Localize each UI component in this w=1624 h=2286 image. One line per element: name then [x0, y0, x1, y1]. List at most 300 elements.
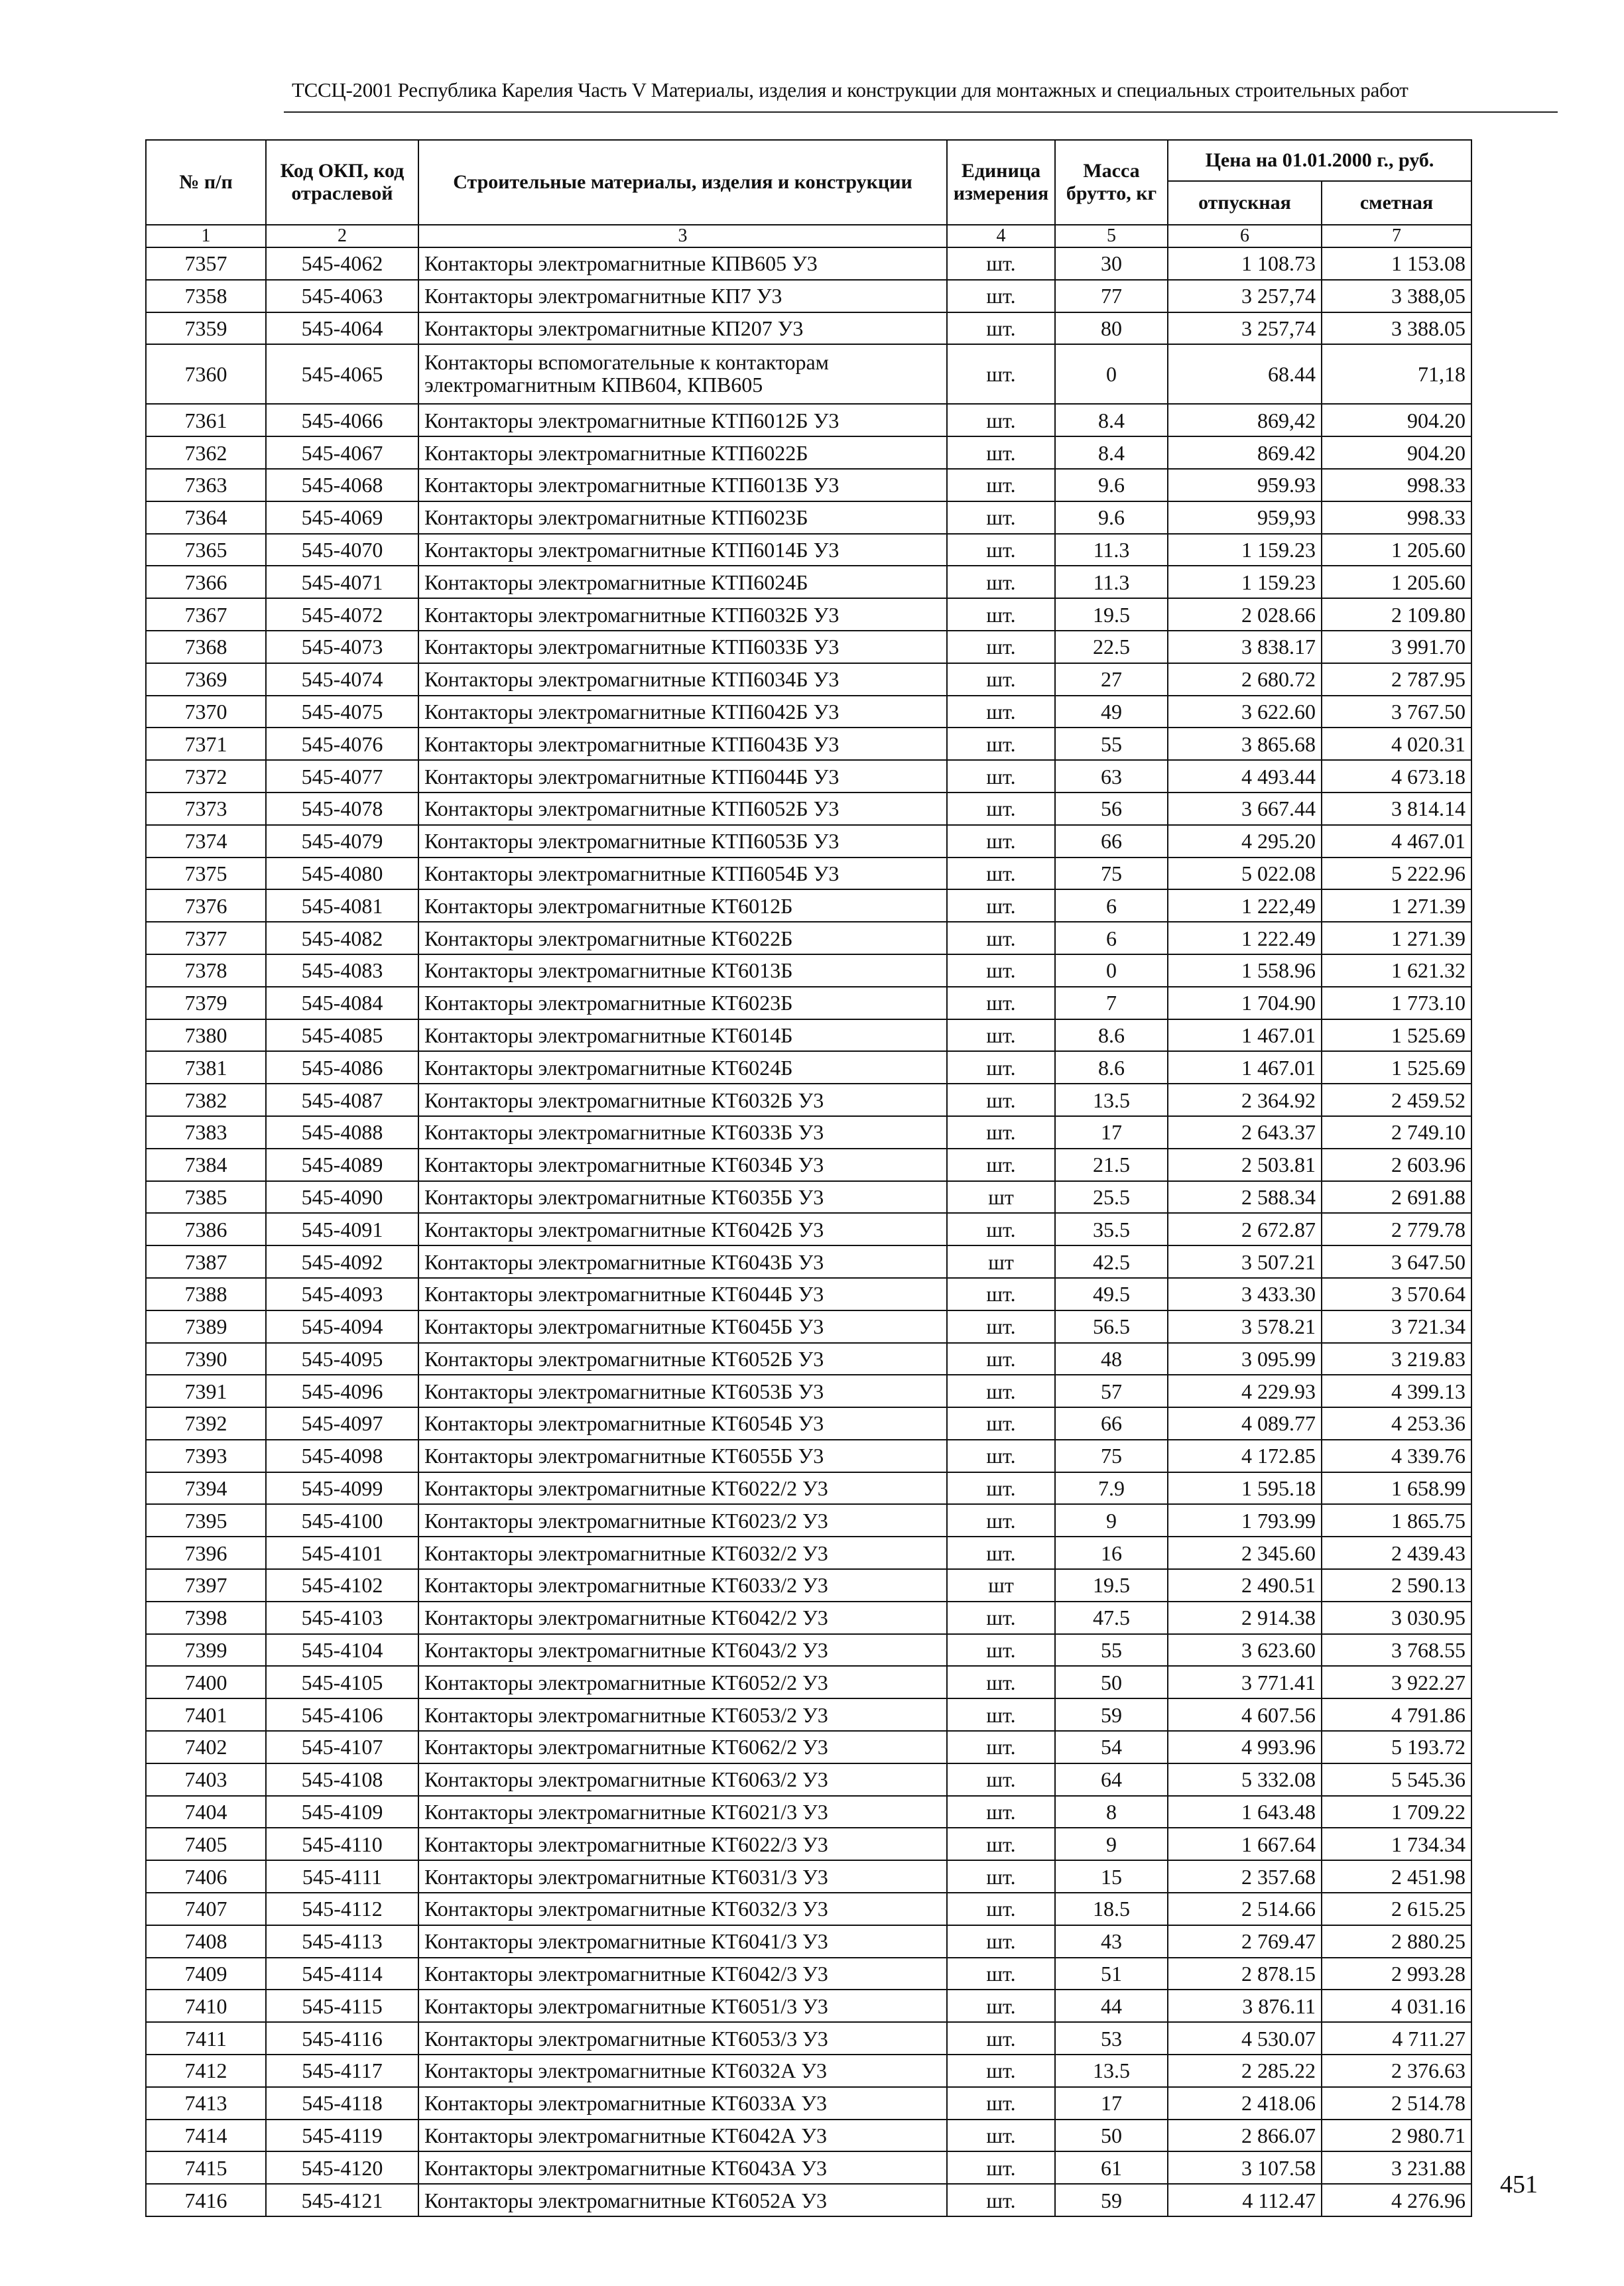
- wholesale-price: 3 771.41: [1168, 1666, 1322, 1698]
- wholesale-price: 2 914.38: [1168, 1602, 1322, 1634]
- gross-mass: 66: [1055, 1407, 1168, 1440]
- col-header-num: № п/п: [146, 140, 266, 225]
- row-number: 7377: [146, 922, 266, 954]
- estimate-price: 2 749.10: [1322, 1116, 1471, 1149]
- table-row: [146, 793, 1471, 825]
- wholesale-price: 2 503.81: [1168, 1149, 1322, 1181]
- material-name: Контакторы электромагнитные КТП6024Б: [418, 566, 947, 598]
- estimate-price: 5 193.72: [1322, 1731, 1471, 1763]
- table-row: [146, 1504, 1471, 1537]
- gross-mass: 19.5: [1055, 598, 1168, 631]
- estimate-price: 2 439.43: [1322, 1537, 1471, 1569]
- okp-code: 545-4114: [266, 1958, 418, 1990]
- wholesale-price: 3 578.21: [1168, 1310, 1322, 1343]
- wholesale-price: 1 667.64: [1168, 1828, 1322, 1860]
- row-number: 7393: [146, 1440, 266, 1472]
- wholesale-price: 1 108.73: [1168, 247, 1322, 280]
- material-name: Контакторы электромагнитные КТ6031/3 У3: [418, 1860, 947, 1893]
- okp-code: 545-4067: [266, 436, 418, 469]
- gross-mass: 56: [1055, 793, 1168, 825]
- table-row: [146, 2022, 1471, 2055]
- table-row: [146, 1375, 1471, 1407]
- material-name: Контакторы электромагнитные КТ6022Б: [418, 922, 947, 954]
- estimate-price: 2 779.78: [1322, 1213, 1471, 1245]
- material-name: Контакторы электромагнитные КТ6043Б У3: [418, 1245, 947, 1278]
- gross-mass: 21.5: [1055, 1149, 1168, 1181]
- row-number: 7368: [146, 631, 266, 663]
- unit: шт: [947, 1569, 1055, 1602]
- gross-mass: 55: [1055, 1634, 1168, 1667]
- wholesale-price: 1 558.96: [1168, 954, 1322, 987]
- unit: шт.: [947, 2055, 1055, 2087]
- table-row: [146, 2055, 1471, 2087]
- okp-code: 545-4065: [266, 344, 418, 404]
- row-number: 7385: [146, 1181, 266, 1214]
- wholesale-price: 4 229.93: [1168, 1375, 1322, 1407]
- material-name: Контакторы электромагнитные КТ6033Б У3: [418, 1116, 947, 1149]
- gross-mass: 7.9: [1055, 1472, 1168, 1505]
- unit: шт.: [947, 1860, 1055, 1893]
- wholesale-price: 4 112.47: [1168, 2184, 1322, 2216]
- table-row: [146, 2120, 1471, 2152]
- gross-mass: 49.5: [1055, 1278, 1168, 1310]
- wholesale-price: 869.42: [1168, 436, 1322, 469]
- row-number: 7415: [146, 2151, 266, 2184]
- okp-code: 545-4085: [266, 1019, 418, 1052]
- row-number: 7403: [146, 1763, 266, 1796]
- table-row: [146, 1666, 1471, 1698]
- wholesale-price: 1 222.49: [1168, 922, 1322, 954]
- estimate-price: 1 153.08: [1322, 247, 1471, 280]
- column-number: 6: [1168, 225, 1322, 247]
- material-name: Контакторы электромагнитные КТ6042/2 У3: [418, 1602, 947, 1634]
- material-name: Контакторы электромагнитные КТ6022/2 У3: [418, 1472, 947, 1505]
- material-name: Контакторы электромагнитные КТП6043Б У3: [418, 728, 947, 760]
- gross-mass: 19.5: [1055, 1569, 1168, 1602]
- material-name: Контакторы электромагнитные КТП6054Б У3: [418, 857, 947, 890]
- okp-code: 545-4098: [266, 1440, 418, 1472]
- estimate-price: 3 388,05: [1322, 280, 1471, 312]
- material-name: Контакторы электромагнитные КТ6032А У3: [418, 2055, 947, 2087]
- row-number: 7399: [146, 1634, 266, 1667]
- material-name: Контакторы электромагнитные КТ6032/2 У3: [418, 1537, 947, 1569]
- unit: шт.: [947, 436, 1055, 469]
- okp-code: 545-4079: [266, 825, 418, 857]
- estimate-price: 3 721.34: [1322, 1310, 1471, 1343]
- estimate-price: 3 768.55: [1322, 1634, 1471, 1667]
- okp-code: 545-4113: [266, 1925, 418, 1958]
- table-row: [146, 728, 1471, 760]
- unit: шт.: [947, 1116, 1055, 1149]
- wholesale-price: 2 285.22: [1168, 2055, 1322, 2087]
- unit: шт.: [947, 312, 1055, 345]
- okp-code: 545-4082: [266, 922, 418, 954]
- okp-code: 545-4121: [266, 2184, 418, 2216]
- wholesale-price: 3 433.30: [1168, 1278, 1322, 1310]
- okp-code: 545-4116: [266, 2022, 418, 2055]
- okp-code: 545-4084: [266, 987, 418, 1019]
- unit: шт.: [947, 1698, 1055, 1731]
- table-row: [146, 954, 1471, 987]
- wholesale-price: 1 159.23: [1168, 534, 1322, 566]
- table-row: [146, 312, 1471, 345]
- material-name-text: Контакторы вспомогательные к контакторам электромагнитным КПВ604, КПВ605: [424, 350, 829, 397]
- table-row: [146, 1213, 1471, 1245]
- okp-code: 545-4092: [266, 1245, 418, 1278]
- material-name: Контакторы электромагнитные КТ6053/3 У3: [418, 2022, 947, 2055]
- unit: шт.: [947, 404, 1055, 436]
- unit: шт.: [947, 1731, 1055, 1763]
- wholesale-price: 2 028.66: [1168, 598, 1322, 631]
- table-row: [146, 1990, 1471, 2022]
- unit: шт.: [947, 1828, 1055, 1860]
- wholesale-price: 4 295.20: [1168, 825, 1322, 857]
- wholesale-price: 3 507.21: [1168, 1245, 1322, 1278]
- wholesale-price: 3 667.44: [1168, 793, 1322, 825]
- wholesale-price: 3 257,74: [1168, 312, 1322, 345]
- gross-mass: 13.5: [1055, 1084, 1168, 1116]
- table-row: [146, 1019, 1471, 1052]
- unit: шт.: [947, 344, 1055, 404]
- gross-mass: 11.3: [1055, 534, 1168, 566]
- estimate-price: 998.33: [1322, 469, 1471, 501]
- row-number: 7374: [146, 825, 266, 857]
- wholesale-price: 2 878.15: [1168, 1958, 1322, 1990]
- gross-mass: 48: [1055, 1343, 1168, 1375]
- row-number: 7375: [146, 857, 266, 890]
- gross-mass: 6: [1055, 922, 1168, 954]
- table-row: [146, 1893, 1471, 1925]
- row-number: 7363: [146, 469, 266, 501]
- estimate-price: 3 030.95: [1322, 1602, 1471, 1634]
- okp-code: 545-4097: [266, 1407, 418, 1440]
- okp-code: 545-4070: [266, 534, 418, 566]
- row-number: 7366: [146, 566, 266, 598]
- estimate-price: 2 109.80: [1322, 598, 1471, 631]
- row-number: 7389: [146, 1310, 266, 1343]
- okp-code: 545-4093: [266, 1278, 418, 1310]
- okp-code: 545-4078: [266, 793, 418, 825]
- table-row: [146, 1181, 1471, 1214]
- material-name: Контакторы электромагнитные КТ6053/2 У3: [418, 1698, 947, 1731]
- unit: шт.: [947, 696, 1055, 728]
- estimate-price: 2 514.78: [1322, 2087, 1471, 2120]
- material-name: Контакторы электромагнитные КТ6033/2 У3: [418, 1569, 947, 1602]
- table-row: [146, 760, 1471, 793]
- material-name: Контакторы электромагнитные КТ6023/2 У3: [418, 1504, 947, 1537]
- col-header-price: отпускная: [1168, 181, 1322, 225]
- okp-code: 545-4095: [266, 1343, 418, 1375]
- unit: шт.: [947, 857, 1055, 890]
- okp-code: 545-4090: [266, 1181, 418, 1214]
- gross-mass: 42.5: [1055, 1245, 1168, 1278]
- unit: шт.: [947, 987, 1055, 1019]
- wholesale-price: 1 643.48: [1168, 1796, 1322, 1828]
- table-row: [146, 889, 1471, 922]
- table-row: [146, 1343, 1471, 1375]
- table-row: [146, 280, 1471, 312]
- estimate-price: 2 691.88: [1322, 1181, 1471, 1214]
- okp-code: 545-4074: [266, 663, 418, 696]
- okp-code: 545-4066: [266, 404, 418, 436]
- gross-mass: 57: [1055, 1375, 1168, 1407]
- gross-mass: 27: [1055, 663, 1168, 696]
- row-number: 7361: [146, 404, 266, 436]
- gross-mass: 64: [1055, 1763, 1168, 1796]
- estimate-price: 1 709.22: [1322, 1796, 1471, 1828]
- material-name: Контакторы электромагнитные КТ6055Б У3: [418, 1440, 947, 1472]
- gross-mass: 51: [1055, 1958, 1168, 1990]
- okp-code: 545-4062: [266, 247, 418, 280]
- column-number-row: [146, 225, 1471, 247]
- material-name: Контакторы электромагнитные КТ6013Б: [418, 954, 947, 987]
- unit: шт.: [947, 1051, 1055, 1084]
- estimate-price: 4 253.36: [1322, 1407, 1471, 1440]
- gross-mass: 75: [1055, 1440, 1168, 1472]
- row-number: 7376: [146, 889, 266, 922]
- estimate-price: 1 734.34: [1322, 1828, 1471, 1860]
- col-header-unit: Единица измерения: [947, 140, 1055, 225]
- table-row: [146, 1407, 1471, 1440]
- row-number: 7406: [146, 1860, 266, 1893]
- table-row: [146, 598, 1471, 631]
- material-name: Контакторы электромагнитные КТ6042/3 У3: [418, 1958, 947, 1990]
- row-number: 7398: [146, 1602, 266, 1634]
- gross-mass: 35.5: [1055, 1213, 1168, 1245]
- row-number: 7381: [146, 1051, 266, 1084]
- row-number: 7390: [146, 1343, 266, 1375]
- table-row: [146, 663, 1471, 696]
- wholesale-price: 2 490.51: [1168, 1569, 1322, 1602]
- material-name: Контакторы электромагнитные КТ6052А У3: [418, 2184, 947, 2216]
- material-name: Контакторы электромагнитные КТ6045Б У3: [418, 1310, 947, 1343]
- row-number: 7400: [146, 1666, 266, 1698]
- table-row: [146, 1731, 1471, 1763]
- material-name: Контакторы электромагнитные КТ6043/2 У3: [418, 1634, 947, 1667]
- wholesale-price: 2 345.60: [1168, 1537, 1322, 1569]
- material-name: Контакторы электромагнитные КТ6052/2 У3: [418, 1666, 947, 1698]
- wholesale-price: 1 793.99: [1168, 1504, 1322, 1537]
- col-header-code: Код ОКП, код отраслевой: [266, 140, 418, 225]
- table-row: [146, 1245, 1471, 1278]
- estimate-price: 1 865.75: [1322, 1504, 1471, 1537]
- row-number: 7392: [146, 1407, 266, 1440]
- okp-code: 545-4109: [266, 1796, 418, 1828]
- row-number: 7362: [146, 436, 266, 469]
- estimate-price: 904.20: [1322, 404, 1471, 436]
- row-number: 7372: [146, 760, 266, 793]
- table-row: [146, 1310, 1471, 1343]
- unit: шт.: [947, 954, 1055, 987]
- gross-mass: 8: [1055, 1796, 1168, 1828]
- table-row: [146, 404, 1471, 436]
- unit: шт.: [947, 501, 1055, 534]
- okp-code: 545-4077: [266, 760, 418, 793]
- gross-mass: 53: [1055, 2022, 1168, 2055]
- unit: шт.: [947, 1796, 1055, 1828]
- wholesale-price: 2 769.47: [1168, 1925, 1322, 1958]
- gross-mass: 8.6: [1055, 1019, 1168, 1052]
- material-name: Контакторы электромагнитные КТ6043А У3: [418, 2151, 947, 2184]
- table-row: [146, 1537, 1471, 1569]
- table-row: [146, 566, 1471, 598]
- unit: шт.: [947, 2087, 1055, 2120]
- wholesale-price: 3 876.11: [1168, 1990, 1322, 2022]
- row-number: 7364: [146, 501, 266, 534]
- unit: шт.: [947, 1634, 1055, 1667]
- table-row: [146, 469, 1471, 501]
- okp-code: 545-4119: [266, 2120, 418, 2152]
- estimate-price: 2 590.13: [1322, 1569, 1471, 1602]
- material-name: Контакторы электромагнитные КТ6041/3 У3: [418, 1925, 947, 1958]
- gross-mass: 66: [1055, 825, 1168, 857]
- okp-code: 545-4081: [266, 889, 418, 922]
- estimate-price: 4 031.16: [1322, 1990, 1471, 2022]
- estimate-price: 4 020.31: [1322, 728, 1471, 760]
- table-row: [146, 1828, 1471, 1860]
- unit: шт.: [947, 793, 1055, 825]
- okp-code: 545-4071: [266, 566, 418, 598]
- estimate-price: 3 388.05: [1322, 312, 1471, 345]
- estimate-price: 4 791.86: [1322, 1698, 1471, 1731]
- table-row: [146, 922, 1471, 954]
- okp-code: 545-4080: [266, 857, 418, 890]
- table-row: [146, 1472, 1471, 1505]
- material-name: Контакторы электромагнитные КТП6033Б У3: [418, 631, 947, 663]
- unit: шт.: [947, 1602, 1055, 1634]
- wholesale-price: 2 866.07: [1168, 2120, 1322, 2152]
- row-number: 7383: [146, 1116, 266, 1149]
- table-row: [146, 696, 1471, 728]
- wholesale-price: 1 467.01: [1168, 1019, 1322, 1052]
- estimate-price: 2 603.96: [1322, 1149, 1471, 1181]
- estimate-price: 2 980.71: [1322, 2120, 1471, 2152]
- material-name: Контакторы электромагнитные КТП6042Б У3: [418, 696, 947, 728]
- gross-mass: 50: [1055, 2120, 1168, 2152]
- okp-code: 545-4100: [266, 1504, 418, 1537]
- material-name: Контакторы электромагнитные КТ6035Б У3: [418, 1181, 947, 1214]
- okp-code: 545-4106: [266, 1698, 418, 1731]
- unit: шт.: [947, 1375, 1055, 1407]
- row-number: 7402: [146, 1731, 266, 1763]
- unit: шт.: [947, 2120, 1055, 2152]
- gross-mass: 11.3: [1055, 566, 1168, 598]
- estimate-price: 1 205.60: [1322, 566, 1471, 598]
- wholesale-price: 3 623.60: [1168, 1634, 1322, 1667]
- okp-code: 545-4068: [266, 469, 418, 501]
- material-name: Контакторы электромагнитные КТ6014Б: [418, 1019, 947, 1052]
- unit: шт.: [947, 534, 1055, 566]
- table-row: [146, 1634, 1471, 1667]
- wholesale-price: 3 107.58: [1168, 2151, 1322, 2184]
- okp-code: 545-4094: [266, 1310, 418, 1343]
- row-number: 7412: [146, 2055, 266, 2087]
- row-number: 7359: [146, 312, 266, 345]
- header-divider: [284, 111, 1558, 113]
- table-row: [146, 534, 1471, 566]
- material-name: Контакторы электромагнитные КТ6021/3 У3: [418, 1796, 947, 1828]
- wholesale-price: 4 172.85: [1168, 1440, 1322, 1472]
- gross-mass: 16: [1055, 1537, 1168, 1569]
- material-name: Контакторы электромагнитные КТ6062/2 У3: [418, 1731, 947, 1763]
- page-number: 451: [1500, 2171, 1538, 2198]
- wholesale-price: 3 257,74: [1168, 280, 1322, 312]
- unit: шт.: [947, 1925, 1055, 1958]
- unit: шт.: [947, 469, 1055, 501]
- wholesale-price: 5 022.08: [1168, 857, 1322, 890]
- gross-mass: 80: [1055, 312, 1168, 345]
- okp-code: 545-4103: [266, 1602, 418, 1634]
- gross-mass: 17: [1055, 2087, 1168, 2120]
- table-row: [146, 1763, 1471, 1796]
- row-number: 7369: [146, 663, 266, 696]
- material-name: Контакторы электромагнитные КТП6052Б У3: [418, 793, 947, 825]
- row-number: 7358: [146, 280, 266, 312]
- row-number: 7405: [146, 1828, 266, 1860]
- okp-code: 545-4087: [266, 1084, 418, 1116]
- table-row: [146, 857, 1471, 890]
- estimate-price: 3 570.64: [1322, 1278, 1471, 1310]
- gross-mass: 43: [1055, 1925, 1168, 1958]
- table-row: [146, 1116, 1471, 1149]
- row-number: 7384: [146, 1149, 266, 1181]
- estimate-price: 4 673.18: [1322, 760, 1471, 793]
- gross-mass: 18.5: [1055, 1893, 1168, 1925]
- row-number: 7408: [146, 1925, 266, 1958]
- material-name: Контакторы электромагнитные КТ6052Б У3: [418, 1343, 947, 1375]
- estimate-price: 1 525.69: [1322, 1051, 1471, 1084]
- price-table: [145, 139, 1472, 2217]
- gross-mass: 44: [1055, 1990, 1168, 2022]
- row-number: 7407: [146, 1893, 266, 1925]
- column-number: 5: [1055, 225, 1168, 247]
- wholesale-price: 1 595.18: [1168, 1472, 1322, 1505]
- column-number: 7: [1322, 225, 1471, 247]
- gross-mass: 8.4: [1055, 404, 1168, 436]
- gross-mass: 0: [1055, 954, 1168, 987]
- estimate-price: 2 787.95: [1322, 663, 1471, 696]
- unit: шт.: [947, 2022, 1055, 2055]
- gross-mass: 0: [1055, 344, 1168, 404]
- row-number: 7373: [146, 793, 266, 825]
- material-name: Контакторы электромагнитные КТП6014Б У3: [418, 534, 947, 566]
- estimate-price: 4 399.13: [1322, 1375, 1471, 1407]
- estimate-price: 2 376.63: [1322, 2055, 1471, 2087]
- estimate-price: 71,18: [1322, 344, 1471, 404]
- okp-code: 545-4112: [266, 1893, 418, 1925]
- gross-mass: 30: [1055, 247, 1168, 280]
- table-row: [146, 247, 1471, 280]
- estimate-price: 2 880.25: [1322, 1925, 1471, 1958]
- gross-mass: 9.6: [1055, 501, 1168, 534]
- row-number: 7416: [146, 2184, 266, 2216]
- okp-code: 545-4073: [266, 631, 418, 663]
- wholesale-price: 869,42: [1168, 404, 1322, 436]
- estimate-price: 998.33: [1322, 501, 1471, 534]
- row-number: 7365: [146, 534, 266, 566]
- material-name: Контакторы электромагнитные КТП6022Б: [418, 436, 947, 469]
- okp-code: 545-4088: [266, 1116, 418, 1149]
- table-row: [146, 1925, 1471, 1958]
- wholesale-price: 2 357.68: [1168, 1860, 1322, 1893]
- okp-code: 545-4120: [266, 2151, 418, 2184]
- gross-mass: 9: [1055, 1828, 1168, 1860]
- estimate-price: 1 525.69: [1322, 1019, 1471, 1052]
- gross-mass: 56.5: [1055, 1310, 1168, 1343]
- unit: шт.: [947, 728, 1055, 760]
- unit: шт.: [947, 598, 1055, 631]
- okp-code: 545-4076: [266, 728, 418, 760]
